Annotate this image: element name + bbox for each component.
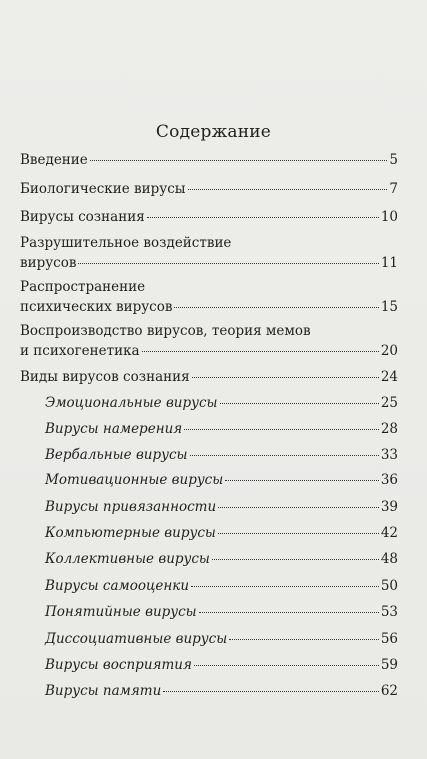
toc-entry-title: Виды вирусов сознания [20,369,190,385]
toc-entry-title: психических вирусов [20,299,173,315]
dot-leader [218,507,379,508]
toc-subentry-title: Вирусы самооценки [45,578,190,594]
dot-leader [90,160,388,161]
dot-leader [199,612,379,613]
toc-entry [20,233,398,273]
toc-entry-title-line1: Распространение [20,279,146,295]
toc-subentry-page: 39 [380,499,398,515]
toc-entry-page: 24 [380,369,398,385]
toc-subentry [45,655,398,675]
dot-leader [142,351,379,352]
toc-entry [20,207,398,227]
toc-subentry-title: Вербальные вирусы [45,447,188,463]
dot-leader [218,533,379,534]
dot-leader [194,665,379,666]
toc-subentry [45,470,398,490]
toc-subentry-title: Понятийные вирусы [45,604,197,620]
toc-entry [20,321,398,361]
toc-subentry-page: 42 [380,525,398,541]
toc-subentry-title: Вирусы намерения [45,421,183,437]
toc-entry-title: и психогенетика [20,343,140,359]
toc-entry-page: 7 [389,181,398,197]
toc-subentry-title: Диссоциативные вирусы [45,631,228,647]
toc-subentry [45,497,398,517]
toc-entry [20,367,398,387]
toc-subentry-page: 53 [380,604,398,620]
dot-leader [191,586,379,587]
toc-subentry [45,576,398,596]
toc-entry-page: 15 [380,299,398,315]
toc-entry-title: Биологические вирусы [20,181,186,197]
toc-subentry-page: 50 [380,578,398,594]
toc-entry [20,150,398,170]
toc-subentry [45,419,398,439]
dot-leader [192,377,379,378]
toc-entry-page: 11 [380,255,398,271]
toc-entry-title: вирусов [20,255,77,271]
toc-entry-title: Вирусы сознания [20,209,145,225]
toc-subentry [45,681,398,701]
toc-subentry-title: Коллективные вирусы [45,551,210,567]
toc-subentry-page: 28 [380,421,398,437]
toc-subentry [45,523,398,543]
toc-entry-title-line1: Воспроизводство вирусов, теория мемов [20,323,311,339]
toc-subentry-page: 36 [380,472,398,488]
toc-subentry [45,629,398,649]
dot-leader [188,189,388,190]
toc-entry [20,277,398,317]
dot-leader [190,455,379,456]
toc-subentry-page: 56 [380,631,398,647]
toc-entry-page: 10 [380,209,398,225]
toc-subentry-page: 62 [380,683,398,699]
page-title: Содержание [155,122,272,142]
dot-leader [220,403,379,404]
toc-subentry-page: 48 [380,551,398,567]
toc-subentry-title: Вирусы привязанности [45,499,217,515]
toc-subentry [45,393,398,413]
dot-leader [163,691,379,692]
toc-subentry-page: 25 [380,395,398,411]
dot-leader [174,307,378,308]
toc-subentry [45,445,398,465]
toc-subentry [45,549,398,569]
toc-entry-title-line1: Разрушительное воздействие [20,235,232,251]
toc-entry-title: Введение [20,152,88,168]
toc-entry-page: 5 [389,152,398,168]
toc-subentry-page: 59 [380,657,398,673]
toc-subentry-title: Вирусы памяти [45,683,162,699]
dot-leader [184,429,379,430]
toc-subentry-title: Вирусы восприятия [45,657,192,673]
toc-entry-page: 20 [380,343,398,359]
toc-subentry-title: Мотивационные вирусы [45,472,224,488]
toc-subentry-title: Эмоциональные вирусы [45,395,218,411]
toc-subentry-title: Компьютерные вирусы [45,525,216,541]
toc-subentry [45,602,398,622]
dot-leader [78,263,378,264]
dot-leader [147,217,379,218]
dot-leader [225,480,379,481]
dot-leader [229,639,379,640]
toc-entry [20,179,398,199]
toc-subentry-page: 33 [380,447,398,463]
dot-leader [212,559,379,560]
